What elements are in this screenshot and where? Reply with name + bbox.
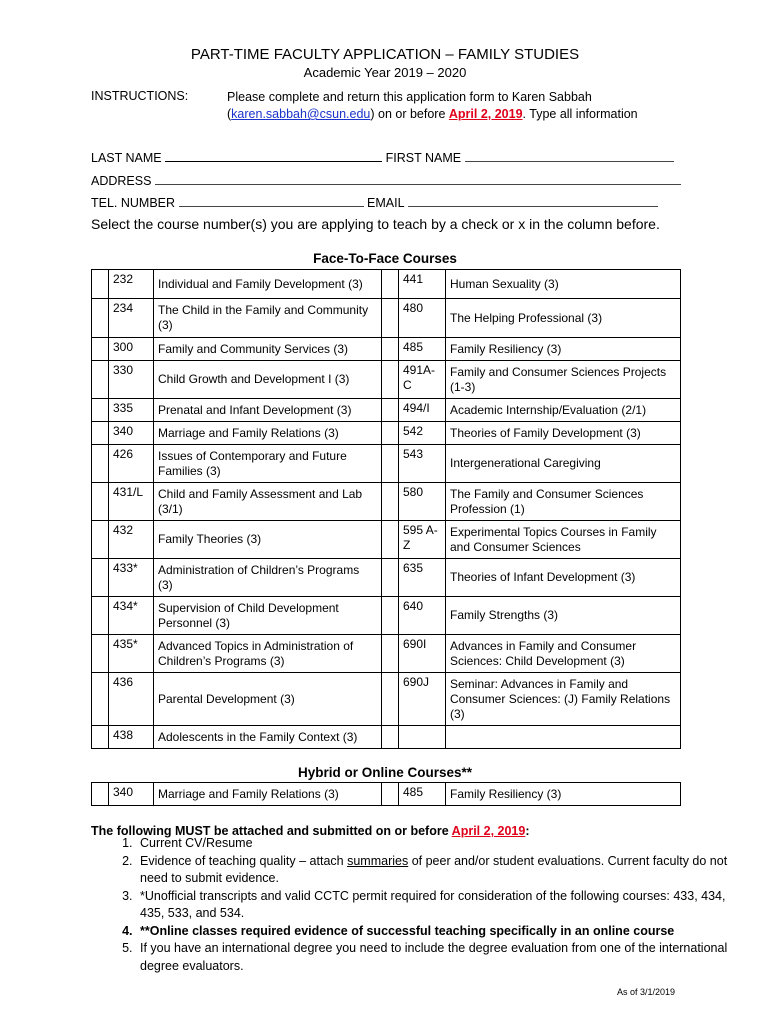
course-name: Child and Family Assessment and Lab (3/1): [154, 483, 382, 521]
deadline-date: April 2, 2019: [448, 107, 523, 121]
tel-field[interactable]: [179, 195, 364, 207]
course-row: [92, 726, 681, 749]
course-name: The Family and Consumer Sciences Profession (1): [446, 483, 681, 521]
course-number: 491A-C: [399, 361, 446, 399]
requirement-text: *Unofficial transcripts and valid CCTC permit required for consideration of the following courses: 433, 434, 435, 533, and 534.: [140, 888, 726, 920]
course-number: 335: [109, 399, 154, 422]
course-number: 340: [109, 422, 154, 445]
course-checkbox[interactable]: [92, 726, 109, 749]
course-name: Adolescents in the Family Context (3): [154, 726, 382, 749]
course-checkbox[interactable]: [382, 635, 399, 673]
course-name: Seminar: Advances in Family and Consumer Sciences: (J) Family Relations (3): [446, 673, 681, 726]
contact-row: [91, 195, 658, 210]
requirement-item: [136, 923, 736, 941]
course-number: 494/I: [399, 399, 446, 422]
course-number: 480: [399, 299, 446, 338]
course-name: Intergenerational Caregiving: [446, 445, 681, 483]
course-number: 234: [109, 299, 154, 338]
course-checkbox[interactable]: [92, 635, 109, 673]
course-name: Experimental Topics Courses in Family and Consumer Sciences: [446, 521, 681, 559]
course-checkbox[interactable]: [92, 597, 109, 635]
requirements-deadline: April 2, 2019: [451, 824, 526, 838]
instructions-end: . Type all information: [522, 107, 638, 121]
academic-year: Academic Year 2019 – 2020: [303, 65, 467, 80]
course-number: 690I: [399, 635, 446, 673]
course-name: Family and Community Services (3): [154, 338, 382, 361]
course-number: 232: [109, 270, 154, 299]
course-checkbox[interactable]: [382, 483, 399, 521]
requirement-text: Evidence of teaching quality – attach: [140, 853, 348, 868]
course-checkbox[interactable]: [382, 299, 399, 338]
course-name: [446, 726, 681, 749]
course-number: 580: [399, 483, 446, 521]
course-number: 426: [109, 445, 154, 483]
course-checkbox[interactable]: [92, 445, 109, 483]
course-number: 340: [109, 783, 154, 806]
course-checkbox[interactable]: [382, 399, 399, 422]
requirement-item: [136, 835, 736, 853]
course-name: Advances in Family and Consumer Sciences: Child Development (3): [446, 635, 681, 673]
course-row: [92, 445, 681, 483]
course-checkbox[interactable]: [382, 270, 399, 299]
last-name-field[interactable]: [165, 150, 382, 162]
select-instruction: Select the course number(s) you are applying to teach by a check or x in the column before.: [91, 216, 660, 232]
course-number: 542: [399, 422, 446, 445]
course-row: [92, 299, 681, 338]
course-checkbox[interactable]: [92, 521, 109, 559]
instructions-line-2: [227, 106, 697, 123]
email-label: EMAIL: [367, 196, 405, 210]
course-checkbox[interactable]: [92, 673, 109, 726]
hybrid-table: [91, 782, 681, 806]
course-row: [92, 521, 681, 559]
course-name: Supervision of Child Development Personnel (3): [154, 597, 382, 635]
course-number: 543: [399, 445, 446, 483]
course-number: 431/L: [109, 483, 154, 521]
course-name: Advanced Topics in Administration of Children’s Programs (3): [154, 635, 382, 673]
course-name: Family Resiliency (3): [446, 338, 681, 361]
address-label: ADDRESS: [91, 174, 152, 188]
course-name: The Helping Professional (3): [446, 299, 681, 338]
course-name: Human Sexuality (3): [446, 270, 681, 299]
course-row: [92, 338, 681, 361]
course-name: Parental Development (3): [154, 673, 382, 726]
course-number: 635: [399, 559, 446, 597]
course-checkbox[interactable]: [382, 559, 399, 597]
course-number: 640: [399, 597, 446, 635]
requirements-title-text: The following MUST be attached and submitted on or before: [91, 824, 452, 838]
course-checkbox[interactable]: [92, 338, 109, 361]
course-number: 485: [399, 338, 446, 361]
first-name-field[interactable]: [465, 150, 674, 162]
email-link[interactable]: karen.sabbah@csun.edu: [231, 107, 371, 121]
revision-date: As of 3/1/2019: [617, 987, 676, 997]
instructions-middle: ) on or before: [370, 107, 449, 121]
course-number: 330: [109, 361, 154, 399]
address-field[interactable]: [155, 173, 681, 185]
course-number: 690J: [399, 673, 446, 726]
course-name: Theories of Family Development (3): [446, 422, 681, 445]
course-name: Individual and Family Development (3): [154, 270, 382, 299]
course-number: 434*: [109, 597, 154, 635]
course-number: 595 A-Z: [399, 521, 446, 559]
course-name: Issues of Contemporary and Future Families (3): [154, 445, 382, 483]
course-checkbox[interactable]: [92, 270, 109, 299]
course-number: 485: [399, 783, 446, 806]
first-name-label: FIRST NAME: [385, 151, 462, 165]
course-name: Marriage and Family Relations (3): [154, 422, 382, 445]
course-checkbox[interactable]: [92, 399, 109, 422]
course-checkbox[interactable]: [382, 361, 399, 399]
course-checkbox[interactable]: [92, 422, 109, 445]
course-number: 436: [109, 673, 154, 726]
instructions-label: INSTRUCTIONS:: [91, 89, 189, 103]
course-row: [92, 483, 681, 521]
course-name: Family Strengths (3): [446, 597, 681, 635]
name-row: [91, 150, 674, 165]
course-checkbox[interactable]: [382, 597, 399, 635]
instructions-text: [227, 89, 697, 123]
course-name: Child Growth and Development I (3): [154, 361, 382, 399]
course-row: [92, 361, 681, 399]
face-to-face-title: Face-To-Face Courses: [313, 251, 457, 266]
form-title: PART-TIME FACULTY APPLICATION – FAMILY STUDIES: [190, 46, 580, 63]
course-name: Theories of Infant Development (3): [446, 559, 681, 597]
course-name: Administration of Children’s Programs (3): [154, 559, 382, 597]
course-name: Academic Internship/Evaluation (2/1): [446, 399, 681, 422]
course-row: [92, 597, 681, 635]
address-row: [91, 173, 681, 188]
course-row: [92, 399, 681, 422]
last-name-label: LAST NAME: [91, 151, 162, 165]
requirement-item: [136, 853, 736, 888]
requirements-colon: :: [525, 824, 530, 838]
course-checkbox[interactable]: [382, 673, 399, 726]
course-number: 438: [109, 726, 154, 749]
course-row: [92, 783, 681, 806]
course-number: 441: [399, 270, 446, 299]
requirement-item: [136, 888, 736, 923]
requirements-list: [91, 835, 736, 975]
course-row: [92, 270, 681, 299]
course-checkbox[interactable]: [92, 783, 109, 806]
course-row: [92, 559, 681, 597]
course-row: [92, 673, 681, 726]
course-name: Family and Consumer Sciences Projects (1-3): [446, 361, 681, 399]
course-number: 433*: [109, 559, 154, 597]
course-number: 300: [109, 338, 154, 361]
course-checkbox[interactable]: [382, 726, 399, 749]
course-checkbox[interactable]: [382, 521, 399, 559]
requirement-text: If you have an international degree you need to include the degree evaluation from one of the international degree evaluators.: [140, 941, 728, 973]
course-name: Family Resiliency (3): [446, 783, 681, 806]
requirement-text: Current CV/Resume: [140, 836, 253, 850]
instructions-line-1: Please complete and return this application form to Karen Sabbah: [227, 90, 592, 104]
course-checkbox[interactable]: [92, 361, 109, 399]
course-name: Prenatal and Infant Development (3): [154, 399, 382, 422]
course-name: Family Theories (3): [154, 521, 382, 559]
course-checkbox[interactable]: [92, 559, 109, 597]
course-checkbox[interactable]: [382, 338, 399, 361]
course-checkbox[interactable]: [382, 445, 399, 483]
requirement-underlined: summaries: [347, 853, 409, 868]
hybrid-title: Hybrid or Online Courses**: [297, 765, 473, 780]
course-number: [399, 726, 446, 749]
course-name: Marriage and Family Relations (3): [154, 783, 382, 806]
tel-label: TEL. NUMBER: [91, 196, 176, 210]
face-to-face-table: [91, 269, 681, 749]
course-checkbox[interactable]: [92, 483, 109, 521]
course-name: The Child in the Family and Community (3): [154, 299, 382, 338]
requirement-text: of peer and/or student evaluations. Current faculty do not need to submit evidence.: [140, 853, 728, 885]
course-row: [92, 422, 681, 445]
course-checkbox[interactable]: [382, 422, 399, 445]
open-paren: (: [227, 107, 232, 121]
course-checkbox[interactable]: [92, 299, 109, 338]
course-checkbox[interactable]: [382, 783, 399, 806]
requirement-item: [136, 940, 736, 975]
course-row: [92, 635, 681, 673]
requirement-text: **Online classes required evidence of successful teaching specifically in an online course: [140, 923, 675, 938]
email-field[interactable]: [408, 195, 658, 207]
course-number: 435*: [109, 635, 154, 673]
course-number: 432: [109, 521, 154, 559]
